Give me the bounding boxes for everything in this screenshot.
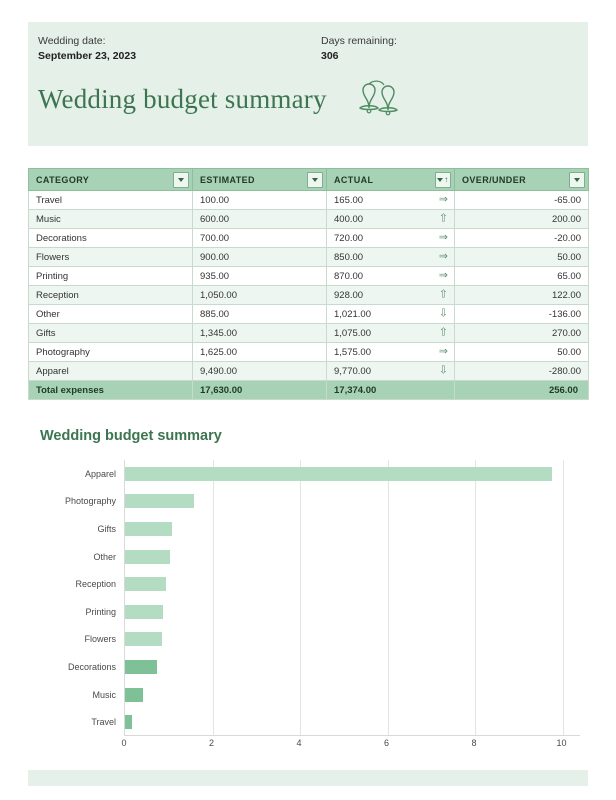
- cell-actual-value: 1,575.00: [334, 346, 371, 358]
- cell-actual: [327, 286, 455, 305]
- chart-bar: [125, 660, 157, 674]
- trend-up-icon: ⇧: [438, 326, 448, 339]
- table-row: [29, 286, 589, 305]
- cell-estimated: 900.00: [193, 248, 327, 267]
- total-label: Total expenses: [29, 381, 193, 400]
- days-remaining-value: 306: [321, 50, 339, 62]
- table-row: [29, 229, 589, 248]
- total-estimated: 17,630.00: [193, 381, 327, 400]
- table-row: [29, 191, 589, 210]
- cell-over-under: 65.00: [455, 267, 589, 286]
- chart-category-label: Other: [93, 551, 116, 562]
- filter-dropdown-icon-estimated[interactable]: [307, 172, 323, 188]
- chart-bar-row: [125, 488, 580, 516]
- chart-category-label: Printing: [85, 606, 116, 617]
- cell-estimated: 935.00: [193, 267, 327, 286]
- trend-right-icon: ⇒: [438, 345, 448, 358]
- column-header-category-label: CATEGORY: [36, 174, 90, 185]
- chart-x-tick-label: 2: [208, 738, 215, 748]
- chart-category-label: Gifts: [97, 523, 116, 534]
- chart-x-tick-label: 6: [383, 738, 390, 748]
- chart-bar: [125, 605, 163, 619]
- cell-over-under: -280.00: [455, 362, 589, 381]
- cell-estimated: 1,625.00: [193, 343, 327, 362]
- title-row: [38, 78, 578, 121]
- days-remaining-label: Days remaining:: [321, 35, 397, 47]
- cell-estimated: 600.00: [193, 210, 327, 229]
- cell-over-under: 50.00: [455, 343, 589, 362]
- chart-category-label: Travel: [91, 717, 116, 728]
- cell-actual-value: 850.00: [334, 251, 364, 263]
- chart-bar-row: [125, 626, 580, 654]
- cell-category: Reception: [29, 286, 193, 305]
- cell-actual: [327, 191, 455, 210]
- cell-actual: [327, 229, 455, 248]
- table-row: [29, 305, 589, 324]
- cell-over-under: 50.00: [455, 248, 589, 267]
- cell-estimated: 100.00: [193, 191, 327, 210]
- cell-estimated: 9,490.00: [193, 362, 327, 381]
- cell-over-under: 270.00: [455, 324, 589, 343]
- filter-dropdown-icon-category[interactable]: [173, 172, 189, 188]
- cell-category: Other: [29, 305, 193, 324]
- header-band: [28, 22, 588, 146]
- cell-estimated: 1,050.00: [193, 286, 327, 305]
- chart-bar: [125, 632, 162, 646]
- cell-actual-value: 165.00: [334, 194, 364, 206]
- chart-plot: [28, 460, 588, 750]
- chart-bar-row: [125, 653, 580, 681]
- chart-bar: [125, 688, 143, 702]
- cell-actual-value: 9,770.00: [334, 365, 371, 377]
- column-header-actual: [327, 169, 455, 191]
- chart-bar-row: [125, 570, 580, 598]
- cell-actual: [327, 210, 455, 229]
- chart-bar-row: [125, 708, 580, 736]
- table-row: [29, 267, 589, 286]
- chart-bar: [125, 522, 172, 536]
- header-meta-row: [38, 34, 578, 64]
- cell-category: Photography: [29, 343, 193, 362]
- cell-category: Printing: [29, 267, 193, 286]
- trend-right-icon: ⇒: [438, 193, 448, 206]
- column-header-actual-label: ACTUAL: [334, 174, 374, 185]
- table-header-row: [29, 169, 589, 191]
- chart-x-tick-label: 10: [556, 738, 567, 748]
- chart-bar-row: [125, 598, 580, 626]
- chart-category-label: Decorations: [67, 661, 116, 672]
- trend-right-icon: ⇒: [438, 269, 448, 282]
- budget-table-head: [29, 169, 589, 191]
- cell-actual-value: 400.00: [334, 213, 364, 225]
- chart-bar: [125, 577, 166, 591]
- cell-estimated: 1,345.00: [193, 324, 327, 343]
- column-header-category: [29, 169, 193, 191]
- chart-bar-row: [125, 460, 580, 488]
- table-row: [29, 362, 589, 381]
- wedding-bells-icon: [355, 78, 405, 121]
- cell-over-under: 122.00: [455, 286, 589, 305]
- chart-bar-row: [125, 543, 580, 571]
- chart-category-axis: [28, 460, 124, 736]
- wedding-date-block: [38, 34, 321, 64]
- cell-actual: [327, 343, 455, 362]
- chart-x-tick-label: 8: [471, 738, 477, 748]
- trend-up-icon: ⇧: [438, 288, 448, 301]
- table-row: [29, 248, 589, 267]
- chart-x-axis: [121, 738, 580, 758]
- column-header-estimated-label: ESTIMATED: [200, 174, 255, 185]
- cell-category: Apparel: [29, 362, 193, 381]
- cell-over-under: -65.00: [455, 191, 589, 210]
- cell-actual-value: 928.00: [334, 289, 364, 301]
- days-remaining-block: [321, 34, 397, 64]
- budget-table-wrap: [28, 168, 588, 400]
- chart-bar: [125, 467, 552, 481]
- chart-bar: [125, 715, 132, 729]
- cell-actual: [327, 362, 455, 381]
- chart-x-tick-label: 4: [296, 738, 302, 748]
- chart-bar-row: [125, 681, 580, 709]
- table-row: [29, 343, 589, 362]
- cell-category: Flowers: [29, 248, 193, 267]
- trend-up-icon: ⇧: [438, 212, 448, 225]
- footer-band: [28, 770, 588, 786]
- page-title: Wedding budget summary: [38, 84, 327, 114]
- filter-dropdown-icon-over-under[interactable]: [569, 172, 585, 188]
- cell-estimated: 700.00: [193, 229, 327, 248]
- table-row: [29, 324, 589, 343]
- total-actual: 17,374.00: [327, 381, 455, 400]
- table-row: [29, 210, 589, 229]
- trend-down-icon: ⇩: [438, 364, 448, 377]
- chart-category-label: Photography: [64, 496, 116, 507]
- column-header-estimated: [193, 169, 327, 191]
- cell-category: Decorations: [29, 229, 193, 248]
- budget-table: [28, 168, 589, 400]
- cell-actual: [327, 248, 455, 267]
- chart-category-label: Flowers: [84, 634, 116, 645]
- cell-actual-value: 1,075.00: [334, 327, 371, 339]
- chart-bar: [125, 494, 194, 508]
- wedding-date-value: September 23, 2023: [38, 50, 137, 62]
- filter-sort-ascending-icon-actual[interactable]: ↑: [435, 172, 451, 188]
- cell-over-under: 200.00: [455, 210, 589, 229]
- chart-x-tick-label: 0: [121, 738, 127, 748]
- chart-title: Wedding budget summary: [40, 428, 222, 444]
- cell-actual: [327, 305, 455, 324]
- cell-estimated: 885.00: [193, 305, 327, 324]
- chart-bar: [125, 550, 170, 564]
- trend-right-icon: ⇒: [438, 250, 448, 263]
- cell-category: Music: [29, 210, 193, 229]
- trend-down-icon: ⇩: [438, 307, 448, 320]
- cell-actual-value: 870.00: [334, 270, 364, 282]
- cell-category: Gifts: [29, 324, 193, 343]
- budget-chart: [28, 418, 588, 758]
- wedding-date-label: Wedding date:: [38, 35, 106, 47]
- chart-category-label: Reception: [75, 579, 116, 590]
- total-row: [29, 381, 589, 400]
- cell-over-under: -136.00: [455, 305, 589, 324]
- column-header-over-under-label: OVER/UNDER: [462, 174, 527, 185]
- chart-bar-row: [125, 515, 580, 543]
- column-header-over-under: [455, 169, 589, 191]
- chart-category-label: Apparel: [84, 468, 116, 479]
- budget-table-body: [29, 191, 589, 381]
- chart-category-label: Music: [92, 689, 116, 700]
- cell-actual: [327, 324, 455, 343]
- total-over-under: 256.00: [455, 381, 589, 400]
- cell-over-under: -20.00: [455, 229, 589, 248]
- chart-bars: [124, 460, 580, 736]
- cell-actual-value: 720.00: [334, 232, 364, 244]
- cell-category: Travel: [29, 191, 193, 210]
- trend-right-icon: ⇒: [438, 231, 448, 244]
- cell-actual-value: 1,021.00: [334, 308, 371, 320]
- budget-table-foot: [29, 381, 589, 400]
- cell-actual: [327, 267, 455, 286]
